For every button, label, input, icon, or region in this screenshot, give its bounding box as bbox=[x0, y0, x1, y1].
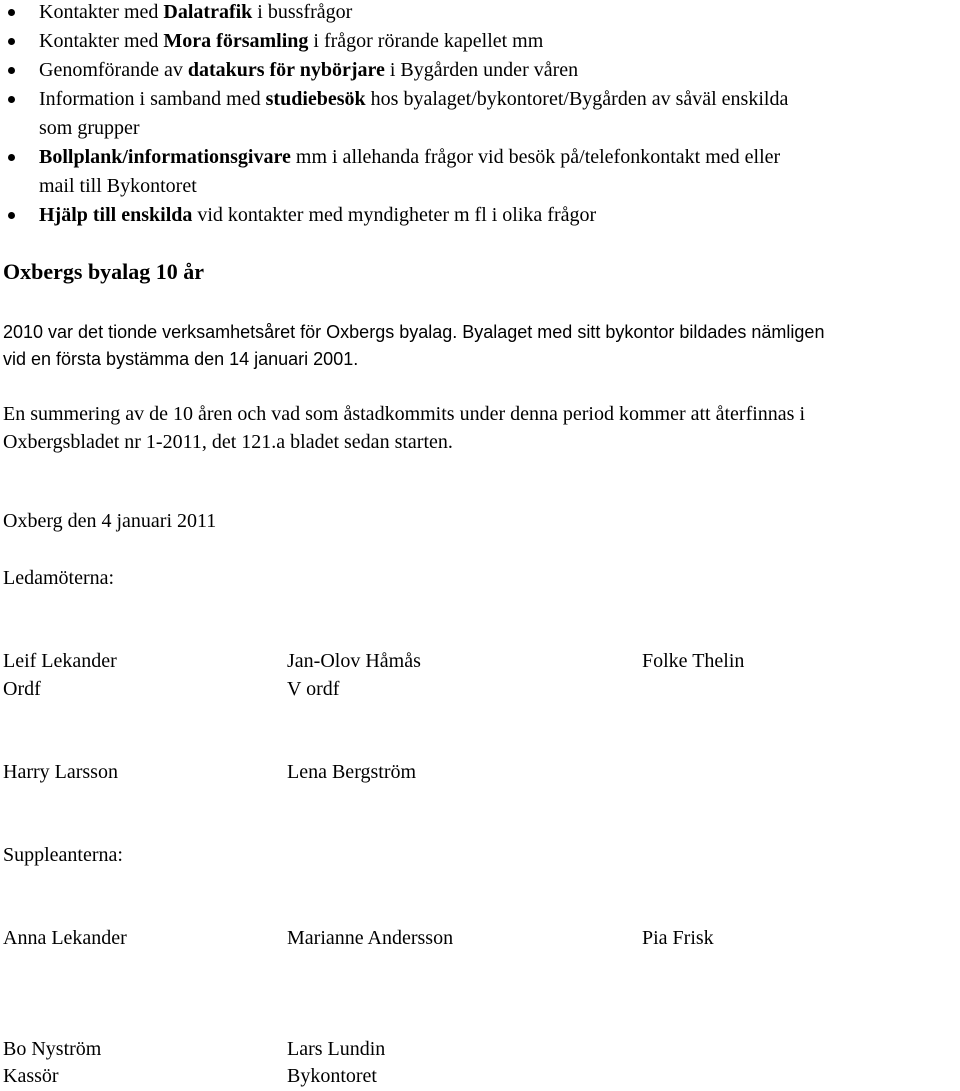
members-heading: Ledamöterna: bbox=[3, 567, 115, 589]
bullet-item-continuation: som grupper bbox=[39, 117, 140, 139]
place-date: Oxberg den 4 januari 2011 bbox=[3, 510, 217, 532]
bullet-item-continuation: mail till Bykontoret bbox=[39, 175, 197, 197]
signatory-role: Kassör bbox=[3, 1065, 59, 1087]
bullet-item: Kontakter med Dalatrafik i bussfrågor bbox=[39, 1, 353, 23]
bullet-item: Hjälp till enskilda vid kontakter med myndigheter m fl i olika frågor bbox=[39, 204, 597, 226]
bullet-dot-icon bbox=[8, 212, 15, 219]
signatory-name: Harry Larsson bbox=[3, 761, 118, 783]
signatory-name: Anna Lekander bbox=[3, 927, 127, 949]
bullet-item: Information i samband med studiebesök hos byalaget/bykontoret/Bygården av såväl enskilda bbox=[39, 88, 789, 110]
bullet-dot-icon bbox=[8, 96, 15, 103]
section-heading: Oxbergs byalag 10 år bbox=[3, 259, 205, 284]
signatory-name: Lena Bergström bbox=[287, 761, 417, 783]
paragraph-line: 2010 var det tionde verksamhetsåret för Oxbergs byalag. Byalaget med sitt bykontor bildades nämligen bbox=[3, 322, 825, 342]
signatory-role: V ordf bbox=[287, 678, 340, 700]
bullet-item: Bollplank/informationsgivare mm i allehanda frågor vid besök på/telefonkontakt med eller bbox=[39, 146, 781, 168]
bullet-dot-icon bbox=[8, 154, 15, 161]
signatory-role: Bykontoret bbox=[287, 1065, 377, 1087]
paragraph-line: Oxbergsbladet nr 1-2011, det 121.a bladet sedan starten. bbox=[3, 431, 453, 453]
signatory-role: Ordf bbox=[3, 678, 41, 700]
signatory-name: Leif Lekander bbox=[3, 650, 117, 672]
bullet-dot-icon bbox=[8, 38, 15, 45]
paragraph-line: En summering av de 10 åren och vad som åstadkommits under denna period kommer att återfinnas i bbox=[3, 403, 806, 425]
signatory-name: Lars Lundin bbox=[287, 1038, 386, 1060]
bullet-item: Kontakter med Mora församling i frågor rörande kapellet mm bbox=[39, 30, 544, 52]
bullet-dot-icon bbox=[8, 67, 15, 74]
signatory-name: Jan-Olov Håmås bbox=[287, 650, 421, 672]
signatory-name: Bo Nyström bbox=[3, 1038, 102, 1060]
signatory-name: Marianne Andersson bbox=[287, 927, 454, 949]
bullet-dot-icon bbox=[8, 9, 15, 16]
signatory-name: Folke Thelin bbox=[642, 650, 745, 672]
signatory-name: Pia Frisk bbox=[642, 927, 714, 949]
paragraph-line: vid en första bystämma den 14 januari 2001. bbox=[3, 349, 359, 369]
bullet-item: Genomförande av datakurs för nybörjare i Bygården under våren bbox=[39, 59, 579, 81]
substitutes-heading: Suppleanterna: bbox=[3, 844, 123, 866]
